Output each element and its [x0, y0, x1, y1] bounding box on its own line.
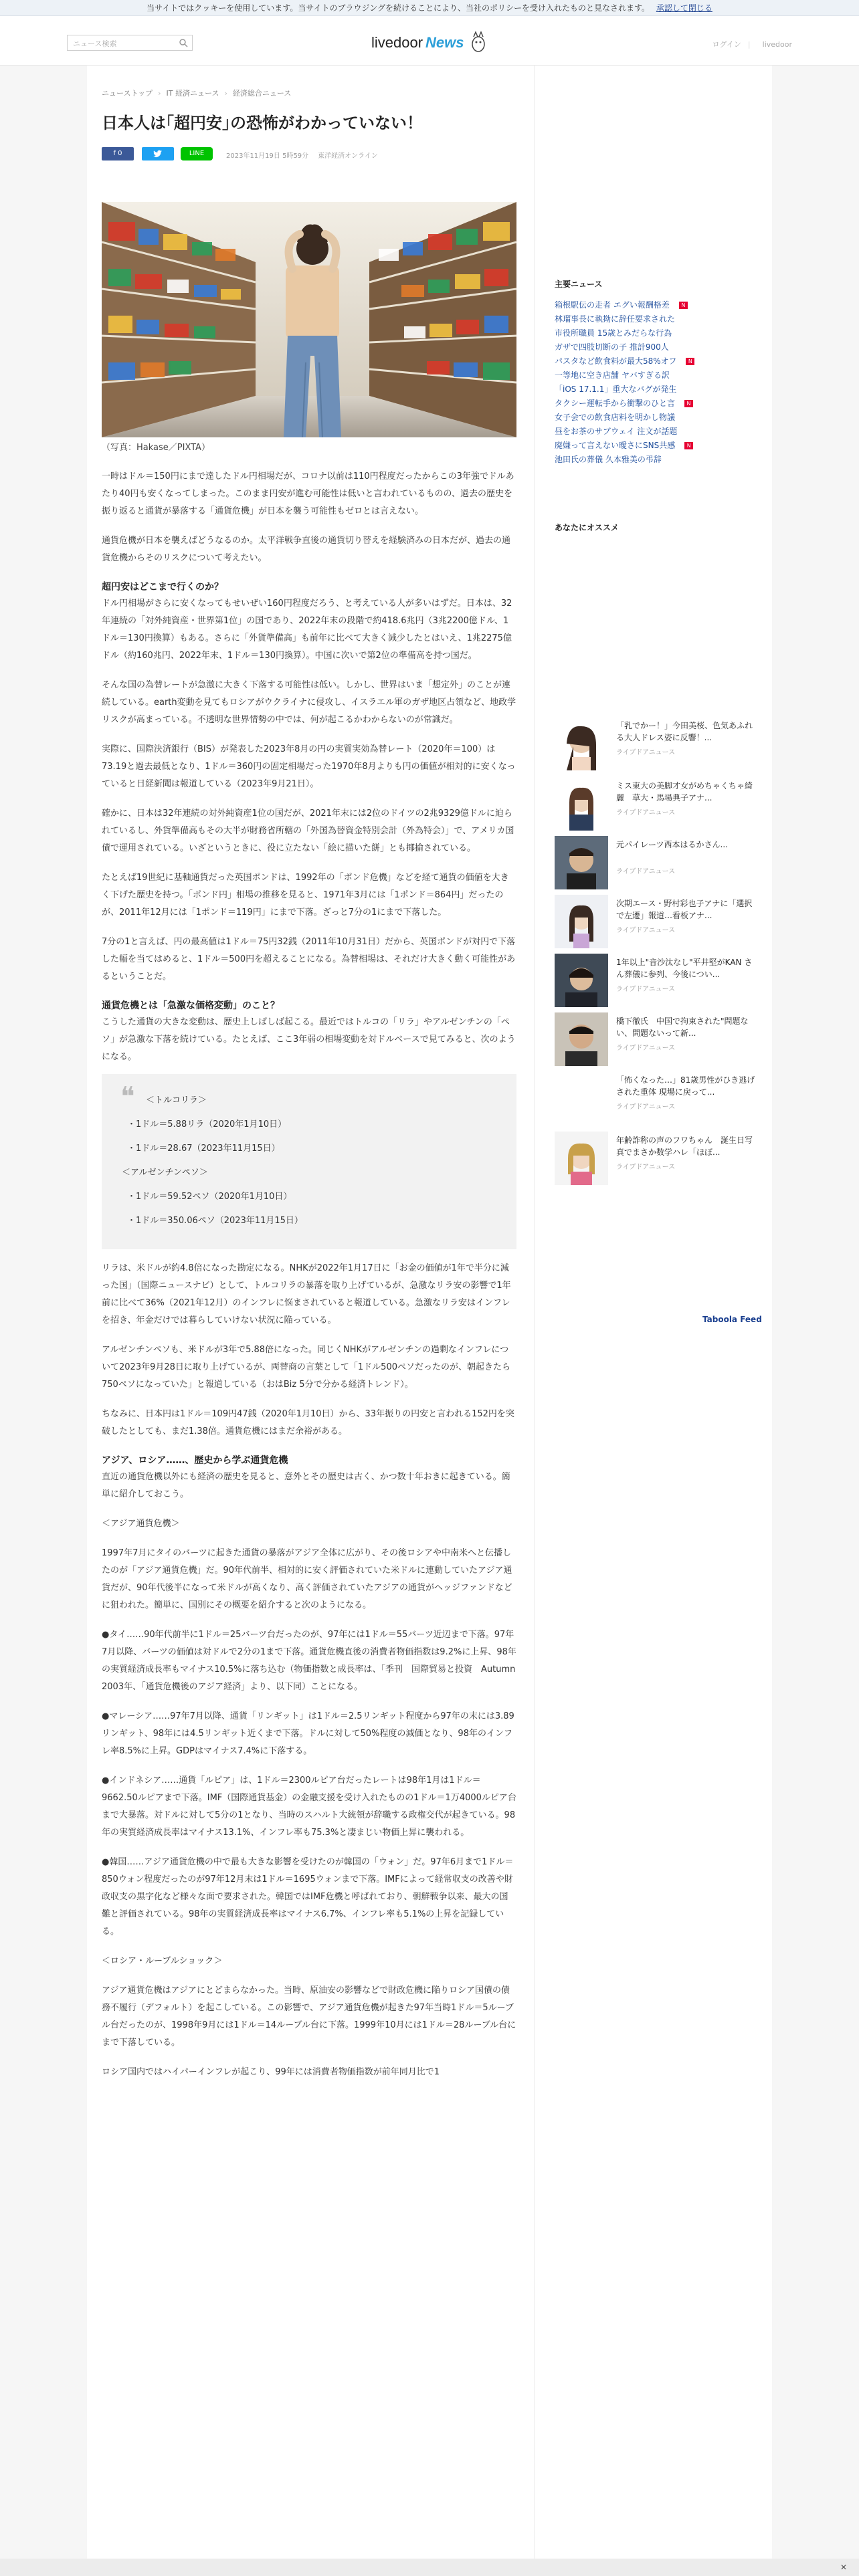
news-item[interactable]	[555, 411, 755, 425]
recommend-item[interactable]	[555, 895, 755, 956]
recommend-title[interactable]: 年齢詐称の声のフワちゃん 誕生日写真でまさか数学ハレ「ほぼ...	[616, 1136, 753, 1157]
news-item[interactable]	[555, 453, 755, 467]
article-column	[87, 66, 534, 2576]
breadcrumb-sep: ›	[224, 89, 227, 98]
news-link[interactable]: パスタなど飲食料が最大58%オフ	[555, 356, 677, 366]
paragraph: そんな国の為替レートが急激に大きく下落する可能性は低い。しかし、世界はいま「想定外」のことが連続している。earth変動を見てもロシアがウクライナに侵攻し、イスラエル軍のガザ地区占領など、地政学リスクが高まっている。不透明な世界情勢の中では、何が起こるかわからないのが常識だ。	[102, 680, 516, 725]
paragraph: ちなみに、日本円は1ドル＝109円47銭（2020年1月10日）から、33年振りの円安と言われる152円を突破したとしても、まだ1.38倍。通貨危機にはまだ余裕がある。	[102, 1409, 514, 1436]
news-item[interactable]	[555, 368, 755, 383]
paragraph: ●インドネシア……通貨「ルピア」は、1ドル＝2300ルピア台だったレートは98年1月は1ドル＝9662.50ルピアまで下落。IMF（国際通貨基金）の金融支援を受け入れたものの1ドル＝1万4000ルピア台まで大暴落。対ドルに対して5分の1となり、当時のスハルト大統領が辞職する政権交代が起きている。98年の実質経済成長率はマイナス13.1%、インフレ率も75.3%と凄まじい物価上昇に襲われる。	[102, 1776, 516, 1838]
recommend-title[interactable]: ミス東大の美脚才女がめちゃくちゃ綺麗 草大・馬場典子アナ...	[616, 781, 753, 802]
recommend-title[interactable]: 「乳でかー！」今田美桜、色気あふれる大人ドレス姿に反響！...	[616, 721, 753, 742]
recommend-item[interactable]	[555, 954, 755, 1015]
thumbnail-image[interactable]	[555, 836, 608, 889]
cookie-banner	[0, 0, 859, 16]
article-title: 日本人は｢超円安｣の恐怖がわかっていない！	[102, 114, 423, 132]
new-badge-icon: N	[686, 358, 694, 365]
twitter-icon	[153, 150, 163, 158]
login-link[interactable]: ログイン	[712, 40, 741, 49]
news-link[interactable]: 林瑠事長に執拗に辞任要求された	[555, 314, 676, 324]
search-input[interactable]	[67, 35, 193, 51]
news-item[interactable]	[555, 439, 755, 453]
recommend-title[interactable]: 次期エース・野村彩也子アナに「選択で左遷」報道…看板アナ...	[616, 899, 753, 920]
recommend-title[interactable]: 「怖くなった…」81歳男性がひき逃げされた重体 現場に戻って...	[616, 1075, 755, 1097]
new-badge-icon: N	[684, 442, 693, 449]
news-item[interactable]	[555, 425, 755, 439]
paragraph: リラは、米ドルが約4.8倍になった勘定になる。NHKが2022年1月17日に「お金の価値が1年で半分に減った国」（国際ニュースナビ）として、トルコリラの暴落を取り上げているが、急激なリラ安の影響で1年前に比べて36%（2021年12月）のインフレに悩まされていると報道している。急激なリラ安はインフレを招き、年金だけでは暮らしていけない状況に陥っている。	[102, 1263, 511, 1325]
news-link[interactable]: 一等地に空き店舗 ヤバすぎる訳	[555, 370, 670, 380]
mascot-icon	[470, 31, 487, 53]
search-placeholder: ニュース検索	[73, 39, 117, 48]
thumbnail-image[interactable]	[555, 895, 608, 948]
recommend-item[interactable]	[555, 1071, 755, 1133]
subheading: ＜ロシア・ルーブルショック＞	[102, 1956, 223, 1966]
recommend-source: ライブドアニュース	[616, 1103, 676, 1111]
main-news-list	[555, 298, 755, 467]
quote-line: ・1ドル＝350.06ペソ（2023年11月15日）	[127, 1216, 303, 1226]
breadcrumb-item[interactable]: ニューストップ	[102, 89, 153, 98]
thumbnail-image[interactable]	[555, 717, 608, 770]
subheading: ＜アジア通貨危機＞	[102, 1519, 180, 1529]
breadcrumb-item[interactable]: 経済総合ニュース	[232, 89, 292, 98]
paragraph: 確かに、日本は32年連続の対外純資産1位の国だが、2021年末には2位のドイツの2兆9329億ドルに迫られているし、外貨準備高もその大半が財務省所轄の「外国為替資金特別会計（外為特会）」で、アメリカ国債で運用されている。いざというときに、役に立たない「絵に描いた餅」とも揶揄されている。	[102, 809, 514, 853]
thumbnail-image[interactable]	[555, 1132, 608, 1185]
recommend-source: ライブドアニュース	[616, 927, 676, 934]
recommend-source: ライブドアニュース	[616, 1164, 676, 1171]
paragraph: 実際に、国際決済銀行（BIS）が発表した2023年8月の円の実質実効為替レート（2020年＝100）は73.19と過去最低となり、1ドル＝360円の固定相場だった1970年8月よりも円の価値が相対的に安くなっていると日経新聞は報道している（2023年9月21日）。	[102, 744, 516, 789]
thumbnail-image[interactable]	[555, 777, 608, 831]
paragraph: 7分の1と言えば、円の最高値は1ドル＝75円32銭（2011年10月31日）だから、英国ポンドが対円で下落した幅を当てはめると、1ドル＝500円を超えることになる。為替相場は、それだけ大きく動く可能性があるということだ。	[102, 937, 516, 982]
recommend-source: ライブドアニュース	[616, 868, 676, 875]
paragraph: 直近の通貨危機以外にも経済の歴史を見ると、意外とその歴史は古く、かつ数十年おきに起きている。簡単に紹介しておこう。	[102, 1472, 510, 1499]
paragraph: 一時はドル＝150円にまで達したドル円相場だが、コロナ以前は110円程度だったからこの3年強でドルあたり40円も安くなってしまった。このまま円安が進む可能性は低いと言われているものの、過去の歴史を振り返ると通貨が暴落する「通貨危機」が日本を襲う可能性もゼロとは言えない。	[102, 471, 514, 516]
close-icon[interactable]: ✕	[840, 2563, 847, 2572]
facebook-share-button[interactable]: f 0	[102, 147, 134, 160]
news-item[interactable]	[555, 312, 755, 326]
recommend-item[interactable]	[555, 1132, 755, 1193]
site-logo[interactable]	[371, 34, 464, 53]
paragraph: 1997年7月にタイのバーツに起きた通貨の暴落がアジア全体に広がり、その後ロシアや中南米へと伝播したのが「アジア通貨危機」だ。90年代前半、相対的に安く評価されていた米ドルに連動していたアジア通貨だが、90年代後半になって米ドルが高くなり、高く評価されていたアジアの通貨がヘッジファンドなどに狙われた。簡単に、国別にその概要を紹介すると次のようになる。	[102, 1548, 512, 1610]
paragraph: こうした通貨の大きな変動は、歴史上しばしば起こる。最近ではトルコの「リラ」やアルゼンチンの「ペソ」が急激な下落を続けている。たとえば、ここ3年弱の相場変動を対ドルベースで見てみると、次のようになる。	[102, 1017, 516, 1062]
line-share-button[interactable]: LINE	[181, 147, 213, 160]
recommend-source: ライブドアニュース	[616, 986, 676, 993]
recommend-item[interactable]	[555, 717, 755, 778]
news-item[interactable]	[555, 383, 755, 397]
article-photo	[102, 202, 516, 437]
section-heading: アジア、ロシア……、歴史から学ぶ通貨危機	[102, 1455, 288, 1466]
news-link[interactable]: 箱根駅伝の走者 エグい報酬格差	[555, 300, 670, 310]
news-item[interactable]	[555, 354, 755, 368]
recommend-source: ライブドアニュース	[616, 809, 676, 817]
section-heading: 通貨危機とは「急激な価格変動」のこと？	[102, 1000, 280, 1011]
quote-mark-icon: ❝	[120, 1081, 135, 1112]
news-link[interactable]: 廃嫌って言えない曖さにSNS共感	[555, 441, 676, 450]
new-badge-icon: N	[684, 400, 693, 407]
main-news-heading: 主要ニュース	[555, 280, 603, 289]
article-meta	[226, 150, 387, 160]
article-body	[102, 468, 524, 2093]
paragraph: アルゼンチンペソも、米ドルが3年で5.88倍になった。同じくNHKがアルゼンチンの過剰なインフレについて2023年9月28日に取り上げているが、両替商の言葉として「1ドル500ペソだったのが、朝起きたら750ペソになっていた」と報道している（おはBiz 5分で分かる経済トレンド）。	[102, 1345, 510, 1390]
paragraph: ドル円相場がさらに安くなってもせいぜい160円程度だろう、と考えている人が多いはずだ。日本は、32年連続の「対外純資産・世界第1位」の国であり、2022年末の段階で約418.6兆円（3兆2200億ドル、1ドル＝130円換算）もある。さらに「外貨準備高」も前年に比べて大きく減少したとはいえ、1兆2275億ドル（約160兆円、2022年末、1ドル＝130円換算）。中国に次いで第2位の準備高を持つ国だ。	[102, 599, 512, 661]
paragraph: アジア通貨危機はアジアにとどまらなかった。当時、原油安の影響などで財政危機に陥りロシア国債の債務不履行（デフォルト）を起こしている。この影響で、アジア通貨危機が起きた97年当時1ドル＝5ルーブル台だったのが、1998年9月には1ドル＝14ルーブル台に下落。1999年10月には1ドル＝28ルーブル台にまで下落している。	[102, 1985, 516, 2048]
recommend-title[interactable]: 1年以上"音沙汰なし"平井堅がKAN さん葬儀に参列、今後につい...	[616, 958, 753, 979]
breadcrumb-item[interactable]: IT 経済ニュース	[166, 89, 219, 98]
paragraph: ●マレーシア……97年7月以降、通貨「リンギット」は1ドル＝2.5リンギット程度から97年の末には3.89リンギット、98年には4.5リンギット近くまで下落。ドルに対して50%程度の減価となり、98年のインフレ率8.5%に上昇。GDPはマイナス7.4%に下落する。	[102, 1711, 514, 1756]
section-heading: 超円安はどこまで行くのか？	[102, 582, 223, 593]
recommend-source: ライブドアニュース	[616, 1045, 676, 1052]
sidebar	[534, 66, 772, 2576]
news-link[interactable]: 昼をお茶のサブウェイ 注文が話題	[555, 427, 678, 436]
thumbnail-image	[555, 1071, 608, 1125]
taboola-feed-label[interactable]: Taboola Feed	[702, 1315, 762, 1324]
news-link[interactable]: 池田氏の葬儀 久本雅美の弔辞	[555, 455, 662, 464]
cookie-accept-link[interactable]: 承認して閉じる	[656, 3, 712, 13]
paragraph: たとえば19世紀に基軸通貨だった英国ポンドは、1992年の「ポンド危機」などを経て通貨の価値を大きく下げた歴史を持つ。「ポンド円」相場の推移を見ると、1971年3月には「1ポンド＝864円」だったのが、2011年12月には「1ポンド＝119円」にまで下落。ざっと7分の1にまで下落した。	[102, 873, 509, 918]
quote-line: ・1ドル＝5.88リラ（2020年1月10日）	[127, 1119, 287, 1130]
logo-news: News	[425, 34, 464, 51]
recommend-title[interactable]: 橋下徹氏 中国で拘束された"問題ない、問題ないって新...	[616, 1016, 749, 1038]
news-link[interactable]: 市役所職員 15歳とみだらな行為	[555, 328, 672, 338]
news-link[interactable]: タクシー運転手から衝撃のひと言	[555, 399, 676, 408]
breadcrumb	[102, 88, 291, 98]
recommend-title[interactable]: 元パイレーツ西本はるかさん...	[616, 840, 728, 849]
recommend-item[interactable]	[555, 1012, 755, 1074]
search-icon[interactable]	[179, 38, 188, 47]
header-divider: |	[747, 40, 751, 49]
site-header	[0, 16, 859, 66]
photo-caption: （写真：Hakase／PIXTA）	[102, 443, 210, 453]
news-item[interactable]	[555, 298, 755, 312]
breadcrumb-sep: ›	[158, 89, 161, 98]
logo-main: livedoor	[371, 34, 423, 51]
twitter-share-button[interactable]	[142, 147, 174, 160]
paragraph: ロシア国内ではハイパーインフレが起こり、99年には消費者物価指数が前年同月比で1	[102, 2067, 440, 2077]
news-link[interactable]: 女子会での飲食店料を明かし物議	[555, 413, 676, 422]
news-link[interactable]: 「iOS 17.1.1」重大なバグが発生	[555, 385, 677, 394]
news-item[interactable]	[555, 326, 755, 340]
new-badge-icon: N	[679, 302, 688, 309]
quote-line: ＜アルゼンチンペソ＞	[122, 1168, 208, 1178]
news-item[interactable]	[555, 340, 755, 354]
livedoor-link[interactable]: livedoor	[762, 40, 792, 49]
quote-line: ・1ドル＝59.52ペソ（2020年1月10日）	[127, 1192, 292, 1202]
bottom-banner	[0, 2559, 859, 2576]
paragraph: 通貨危機が日本を襲えばどうなるのか。太平洋戦争直後の通貨切り替えを経験済みの日本だが、過去の通貨危機からそのリスクについて考えたい。	[102, 536, 511, 563]
recommend-item[interactable]	[555, 777, 755, 839]
news-link[interactable]: ガザで四肢切断の子 推計900人	[555, 342, 669, 352]
cookie-text: 当サイトではクッキーを使用しています。当サイトのブラウジングを続けることにより、当社のポリシーを受け入れたものと見なされます。	[147, 3, 650, 13]
article-date: 2023年11月19日 5時59分	[226, 152, 309, 160]
thumbnail-image[interactable]	[555, 1012, 608, 1066]
recommend-source: ライブドアニュース	[616, 749, 676, 756]
news-item[interactable]	[555, 397, 755, 411]
blockquote	[102, 1074, 516, 1249]
thumbnail-image[interactable]	[555, 954, 608, 1007]
paragraph: ●タイ……90年代前半に1ドル＝25バーツ台だったのが、97年には1ドル＝55バーツ近辺まで下落。97年7月以降、バーツの価値は対ドルで2分の1まで下落。通貨危機直後の消費者物価指数は9.2%に上昇、98年の実質経済成長率もマイナス10.5%に落ち込む（物価指数と成長率は、「季刊 国際貿易と投資 Autumn 2003年、「通貨危機後のアジア経済」より、以下同）ことになる。	[102, 1630, 524, 1692]
article-source[interactable]: 東洋経済オンライン	[318, 152, 378, 160]
quote-line: ＜トルコリラ＞	[146, 1095, 207, 1105]
quote-line: ・1ドル＝28.67（2023年11月15日）	[127, 1144, 280, 1154]
header-links	[700, 39, 792, 49]
recommend-heading: あなたにオススメ	[555, 523, 619, 532]
recommend-item[interactable]	[555, 836, 755, 897]
paragraph: ●韓国……アジア通貨危機の中で最も大きな影響を受けたのが韓国の「ウォン」だ。97年6月まで1ドル＝850ウォン程度だったのが97年12月末は1ドル＝1695ウォンまで下落。IMFによって経常収支の改善や財政収支の黒字化など様々な面で要求された。韓国ではIMF危機と呼ばれており、朝鮮戦争以来、最大の国難と評価されている。98年の実質経済成長率はマイナス6.7%、インフレ率も5.1%の上昇を記録している。	[102, 1857, 514, 1937]
